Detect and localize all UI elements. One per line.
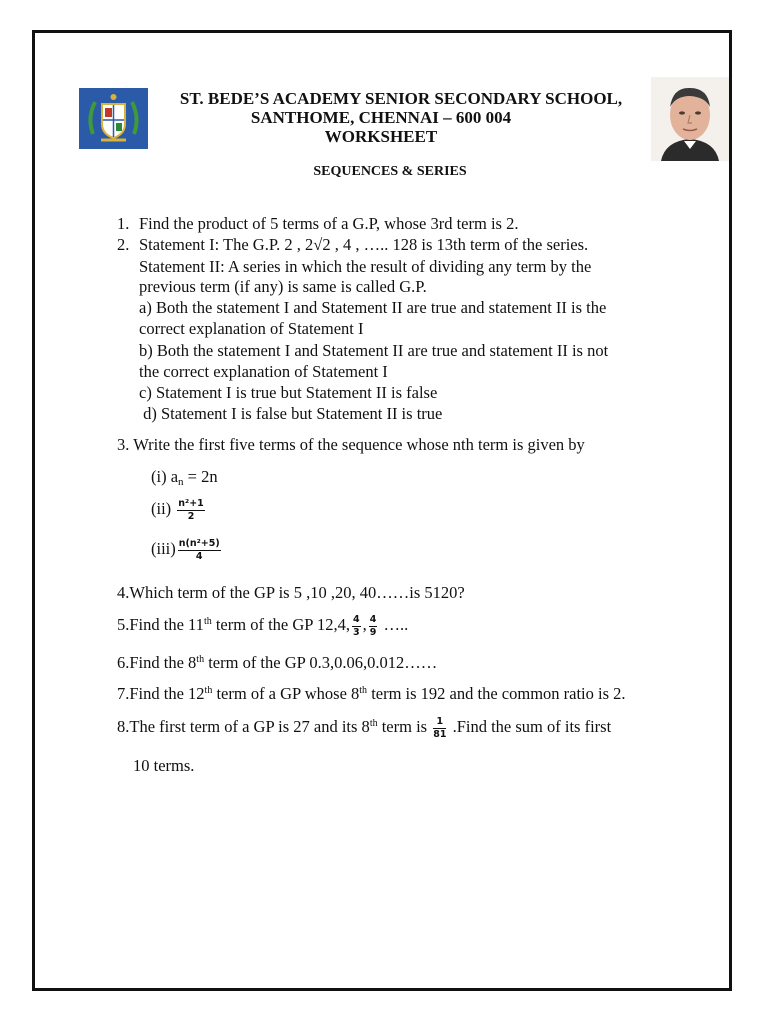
question-text: ….. [379,615,409,634]
question-text: .Find the sum of its first [448,717,612,736]
fraction [177,499,205,522]
school-address: SANTHOME, CHENNAI – 600 004 [250,108,512,127]
question-text: term of a GP whose 8 [212,684,360,703]
denominator: 4 [195,550,203,562]
superscript: th [359,685,368,696]
question-text: 6.Find the 8 [117,653,197,672]
question-text: term is [377,717,432,736]
question-text: 5.Find the 11 [117,615,204,634]
question-3-part-iii [151,538,223,562]
statement-2-cont: previous term (if any) is same is called G.P. [139,277,427,296]
superscript: th [196,654,205,665]
denominator: 81 [433,728,447,740]
statement-1: Statement I: The G.P. 2 , 2√2 , 4 , ….. 128 is 13th term of the series. [139,235,589,254]
superscript: th [369,718,378,729]
question-3-part-i [151,466,218,487]
option-a-cont: correct explanation of Statement I [139,319,364,338]
fraction [433,717,446,740]
document-type: WORKSHEET [324,127,438,146]
denominator: 3 [352,626,360,638]
denominator: 2 [187,510,195,522]
part-label: (iii) [151,539,176,558]
separator: , [362,615,367,634]
subscript: n [178,476,184,488]
question-text: term of the GP 0.3,0.06,0.012…… [204,653,438,672]
question-text: 8.The first term of a GP is 27 and its 8 [117,717,370,736]
question-8-cont: 10 terms. [133,756,195,775]
option-c: c) Statement I is true but Statement II is false [139,383,438,402]
question-1 [117,213,518,234]
question-5 [117,614,408,638]
question-number: 1. [117,214,130,233]
numerator: n(n²+5) [178,537,220,549]
numerator: 4 [369,613,377,625]
option-d: d) Statement I is false but Statement II is true [139,404,443,423]
option-b-cont: the correct explanation of Statement I [139,362,388,381]
option-b: b) Both the statement I and Statement II are true and statement II is not [139,341,609,360]
formula: = 2n [183,467,218,486]
question-number: 2. [117,235,130,254]
question-text: term of the GP 12,4, [211,615,350,634]
question-4: 4.Which term of the GP is 5 ,10 ,20, 40……is 5120? [117,583,465,602]
numerator: n²+1 [178,497,204,509]
question-8 [117,716,611,740]
question-7 [117,683,626,704]
superscript: th [203,616,212,627]
option-a: a) Both the statement I and Statement II are true and statement II is the [139,298,607,317]
superscript: th [204,685,213,696]
fraction [369,615,378,638]
numerator: 4 [352,613,360,625]
denominator: 9 [369,626,377,638]
worksheet-topic: SEQUENCES & SERIES [313,164,467,179]
school-name: ST. BEDE’S ACADEMY SENIOR SECONDARY SCHOOL, [179,89,623,108]
question-6 [117,652,437,673]
question-2 [117,234,588,255]
question-text: term is 192 and the common ratio is 2. [367,684,626,703]
numerator: 1 [433,717,446,729]
fraction [178,539,221,562]
fraction [352,615,361,638]
question-3: 3. Write the first five terms of the sequence whose nth term is given by [117,435,585,454]
question-text: Find the product of 5 terms of a G.P, whose 3rd term is 2. [139,214,519,233]
part-label: (i) a [151,467,179,486]
statement-2: Statement II: A series in which the result of dividing any term by the [139,257,592,276]
question-3-part-ii [151,498,207,522]
part-label: (ii) [151,499,172,518]
question-text: 7.Find the 12 [117,684,205,703]
